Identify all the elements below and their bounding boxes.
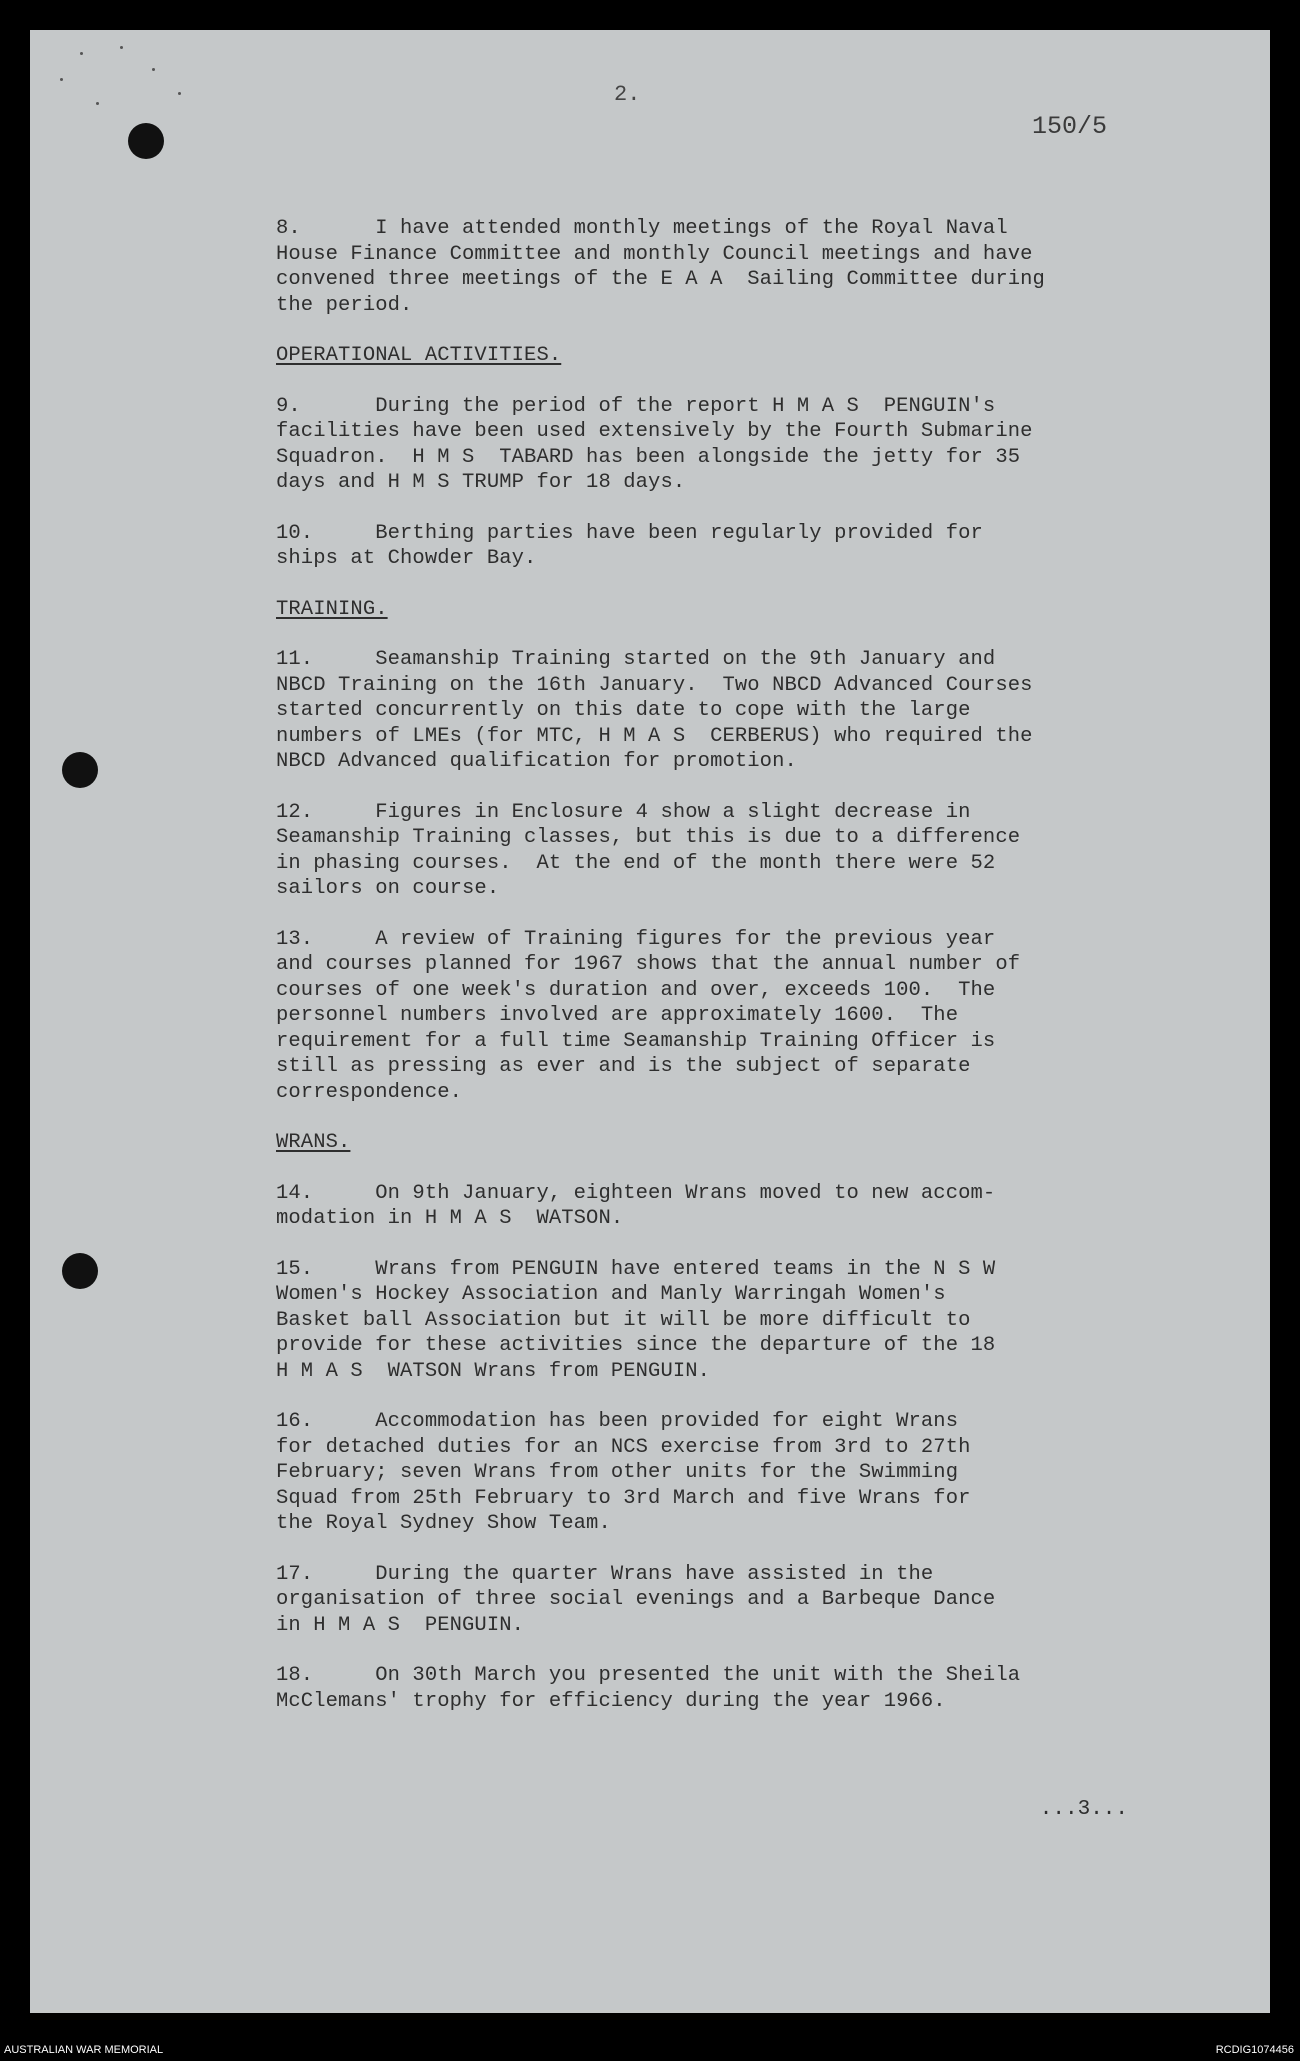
document-body (276, 216, 1106, 1739)
text-line: started concurrently on this date to cope with the large (276, 699, 971, 722)
text-line: February; seven Wrans from other units for the Swimming (276, 1461, 959, 1484)
punch-hole (62, 1253, 98, 1289)
paragraph (276, 1181, 1106, 1232)
footer-record-id: RCDIG1074456 (1215, 2044, 1294, 2056)
paragraph (276, 1409, 1106, 1537)
text-line: for detached duties for an NCS exercise from 3rd to 27th (276, 1435, 971, 1459)
text-line: 15. Wrans from PENGUIN have entered teams in the N S W (276, 1257, 996, 1281)
punch-hole (128, 123, 164, 159)
section-heading (276, 1130, 1106, 1156)
text-line: 14. On 9th January, eighteen Wrans moved to new accom- (276, 1181, 996, 1205)
text-line: requirement for a full time Seamanship Training Officer is (276, 1029, 996, 1053)
paragraph (276, 1562, 1106, 1639)
paper-speck (152, 68, 155, 71)
text-line: days and H M S TRUMP for 18 days. (276, 471, 686, 494)
text-line: the Royal Sydney Show Team. (276, 1512, 611, 1535)
text-line: ships at Chowder Bay. (276, 547, 537, 570)
section-heading (276, 343, 1106, 369)
punch-hole (62, 752, 98, 788)
text-line: 9. During the period of the report H M A S PENGUIN's (276, 394, 996, 418)
paragraph (276, 1257, 1106, 1385)
file-reference: 150/5 (1032, 112, 1108, 141)
text-line: numbers of LMEs (for MTC, H M A S CERBERUS) who required the (276, 724, 1033, 748)
text-line: NBCD Advanced qualification for promotion. (276, 750, 797, 773)
paper-speck (120, 46, 123, 49)
text-line: H M A S WATSON Wrans from PENGUIN. (276, 1359, 711, 1383)
text-line: still as pressing as ever and is the subject of separate (276, 1055, 971, 1078)
paper-speck (96, 102, 99, 105)
paragraph (276, 800, 1106, 902)
text-line: 11. Seamanship Training started on the 9th January and (276, 648, 996, 671)
text-line: Squadron. H M S TABARD has been alongside the jetty for 35 (276, 445, 1021, 469)
paragraph (276, 927, 1106, 1106)
text-line: WRANS. (276, 1131, 351, 1154)
paper-speck (60, 78, 63, 81)
text-line: 13. A review of Training figures for the previous year (276, 927, 996, 951)
text-line: convened three meetings of the E A A Sailing Committee during (276, 268, 1045, 291)
text-line: the period. (276, 293, 413, 317)
text-line: NBCD Training on the 16th January. Two NBCD Advanced Courses (276, 673, 1033, 697)
text-line: courses of one week's duration and over, exceeds 100. The (276, 978, 996, 1002)
paragraph (276, 521, 1106, 572)
paragraph (276, 647, 1106, 775)
text-line: provide for these activities since the departure of the 18 (276, 1334, 996, 1357)
section-heading (276, 597, 1106, 623)
footer-archive-name: AUSTRALIAN WAR MEMORIAL (4, 2044, 164, 2056)
paragraph (276, 216, 1106, 318)
document-page (30, 30, 1270, 2013)
paragraph (276, 394, 1106, 496)
text-line: correspondence. (276, 1080, 463, 1104)
text-line: and courses planned for 1967 shows that the annual number of (276, 953, 1021, 976)
text-line: OPERATIONAL ACTIVITIES. (276, 344, 562, 367)
text-line: Women's Hockey Association and Manly Warringah Women's (276, 1283, 946, 1306)
text-line: 12. Figures in Enclosure 4 show a slight decrease in (276, 800, 971, 824)
text-line: organisation of three social evenings and a Barbeque Dance (276, 1588, 996, 1611)
text-line: Squad from 25th February to 3rd March and five Wrans for (276, 1486, 971, 1510)
text-line: McClemans' trophy for efficiency during the year 1966. (276, 1689, 946, 1713)
text-line: 18. On 30th March you presented the unit with the Sheila (276, 1664, 1021, 1687)
text-line: 10. Berthing parties have been regularly provided for (276, 521, 983, 545)
text-line: Basket ball Association but it will be more difficult to (276, 1308, 971, 1332)
paragraph (276, 1663, 1106, 1714)
text-line: Seamanship Training classes, but this is due to a difference (276, 826, 1021, 849)
continuation-marker: ...3... (1039, 1798, 1128, 1821)
text-line: sailors on course. (276, 877, 500, 900)
text-line: TRAINING. (276, 597, 388, 621)
text-line: 17. During the quarter Wrans have assisted in the (276, 1562, 934, 1586)
text-line: personnel numbers involved are approximately 1600. The (276, 1004, 959, 1027)
page-number: 2. (614, 82, 641, 107)
text-line: House Finance Committee and monthly Council meetings and have (276, 242, 1033, 266)
paper-speck (80, 52, 83, 55)
text-line: facilities have been used extensively by the Fourth Submarine (276, 420, 1033, 443)
text-line: 8. I have attended monthly meetings of the Royal Naval (276, 217, 1008, 240)
paper-speck (178, 92, 181, 95)
text-line: modation in H M A S WATSON. (276, 1207, 624, 1230)
text-line: 16. Accommodation has been provided for eight Wrans (276, 1410, 959, 1433)
text-line: in H M A S PENGUIN. (276, 1613, 525, 1637)
text-line: in phasing courses. At the end of the month there were 52 (276, 851, 996, 875)
